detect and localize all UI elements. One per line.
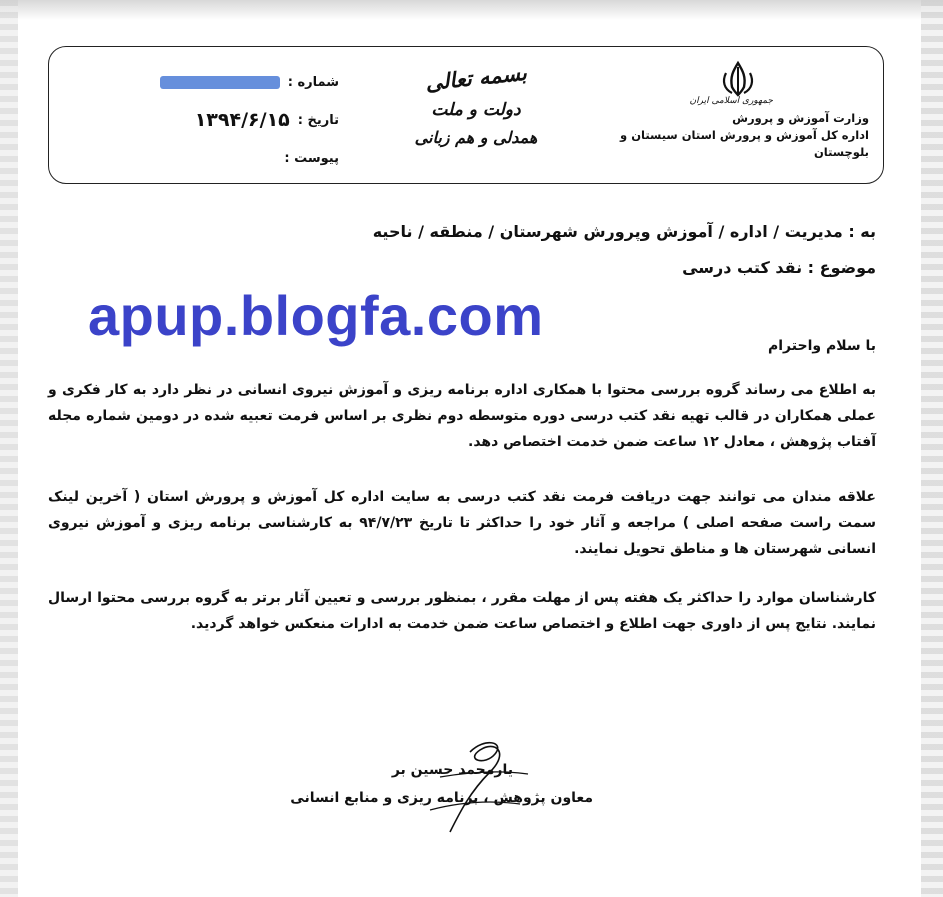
subject: موضوع : نقد کتب درسی <box>682 258 876 277</box>
signatory-name: یارمحمد حسین بر <box>391 762 513 778</box>
scan-edge-left <box>0 0 18 897</box>
number-row <box>107 63 339 101</box>
addressee: به : مدیریت / اداره / آموزش وپرورش شهرستان / منطقه / ناحیه <box>372 222 876 241</box>
greeting: با سلام واحترام <box>768 338 876 354</box>
letterhead-box <box>48 46 884 184</box>
date-row <box>107 101 339 139</box>
handwritten-signature <box>410 732 540 842</box>
date-label: تاریخ : <box>297 112 339 128</box>
slogan-mid: دولت و ملت <box>431 100 521 120</box>
slogan-block <box>401 59 551 147</box>
attachment-row <box>107 139 339 177</box>
ministry-block <box>569 93 869 161</box>
slogan-bottom: همدلی و هم زبانی <box>414 128 538 147</box>
date-value: ۱۳۹۴/۶/۱۵ <box>194 109 290 131</box>
paragraph-1: به اطلاع می رساند گروه بررسی محتوا با همکاری اداره برنامه ریزی و آموزش نیروی انسانی در نظر دارد به کار فکری و عملی همکاران در قالب تهیه نقد کتب درسی دوره متوسطه دوم نظری بر اساس فرمت تعبیه شده در دومین شماره مجله آفتاب پژوهش ، معادل ۱۲ ساعت ضمن خدمت اختصاص دهد. <box>48 382 876 450</box>
number-label: شماره : <box>287 74 339 90</box>
redacted-number <box>160 76 280 89</box>
attachment-label: پیوست : <box>284 150 339 166</box>
letter-meta <box>107 63 339 177</box>
watermark-url: apup.blogfa.com <box>88 284 544 347</box>
paragraph-3: کارشناسان موارد را حداکثر یک هفته پس از مهلت مقرر ، بمنظور بررسی و تعیین آثار برتر به گروه بررسی محتوا ارسال نمایند. نتایج پس از داوری جهت اطلاع و اختصاص ساعت ضمن خدمت به ادارات منعکس خواهد گردید. <box>48 590 876 632</box>
scan-edge-top <box>0 0 943 20</box>
ministry-name: وزارت آموزش و پرورش <box>732 111 869 125</box>
scan-edge-right <box>921 0 943 897</box>
country-name: جمهوری اسلامی ایران <box>689 96 773 106</box>
department-name: اداره کل آموزش و پرورش استان سیستان و بلوچستان <box>620 128 869 159</box>
slogan-top: بسمه تعالی <box>424 59 528 96</box>
paragraph-2: علاقه مندان می توانند جهت دریافت فرمت نقد کتب درسی به سایت اداره کل آموزش و پرورش استان ( آخرین لینک سمت راست صفحه اصلی ) مراجعه و آثار خود را حداکثر تا تاریخ ۹۴/۷/۲۳ به کارشناسی برنامه ریزی و آموزش نیروی انسانی شهرستان ها و مناطق تحویل نمایند. <box>48 489 876 557</box>
signatory-title: معاون پژوهش ، برنامه ریزی و منابع انسانی <box>290 790 593 806</box>
